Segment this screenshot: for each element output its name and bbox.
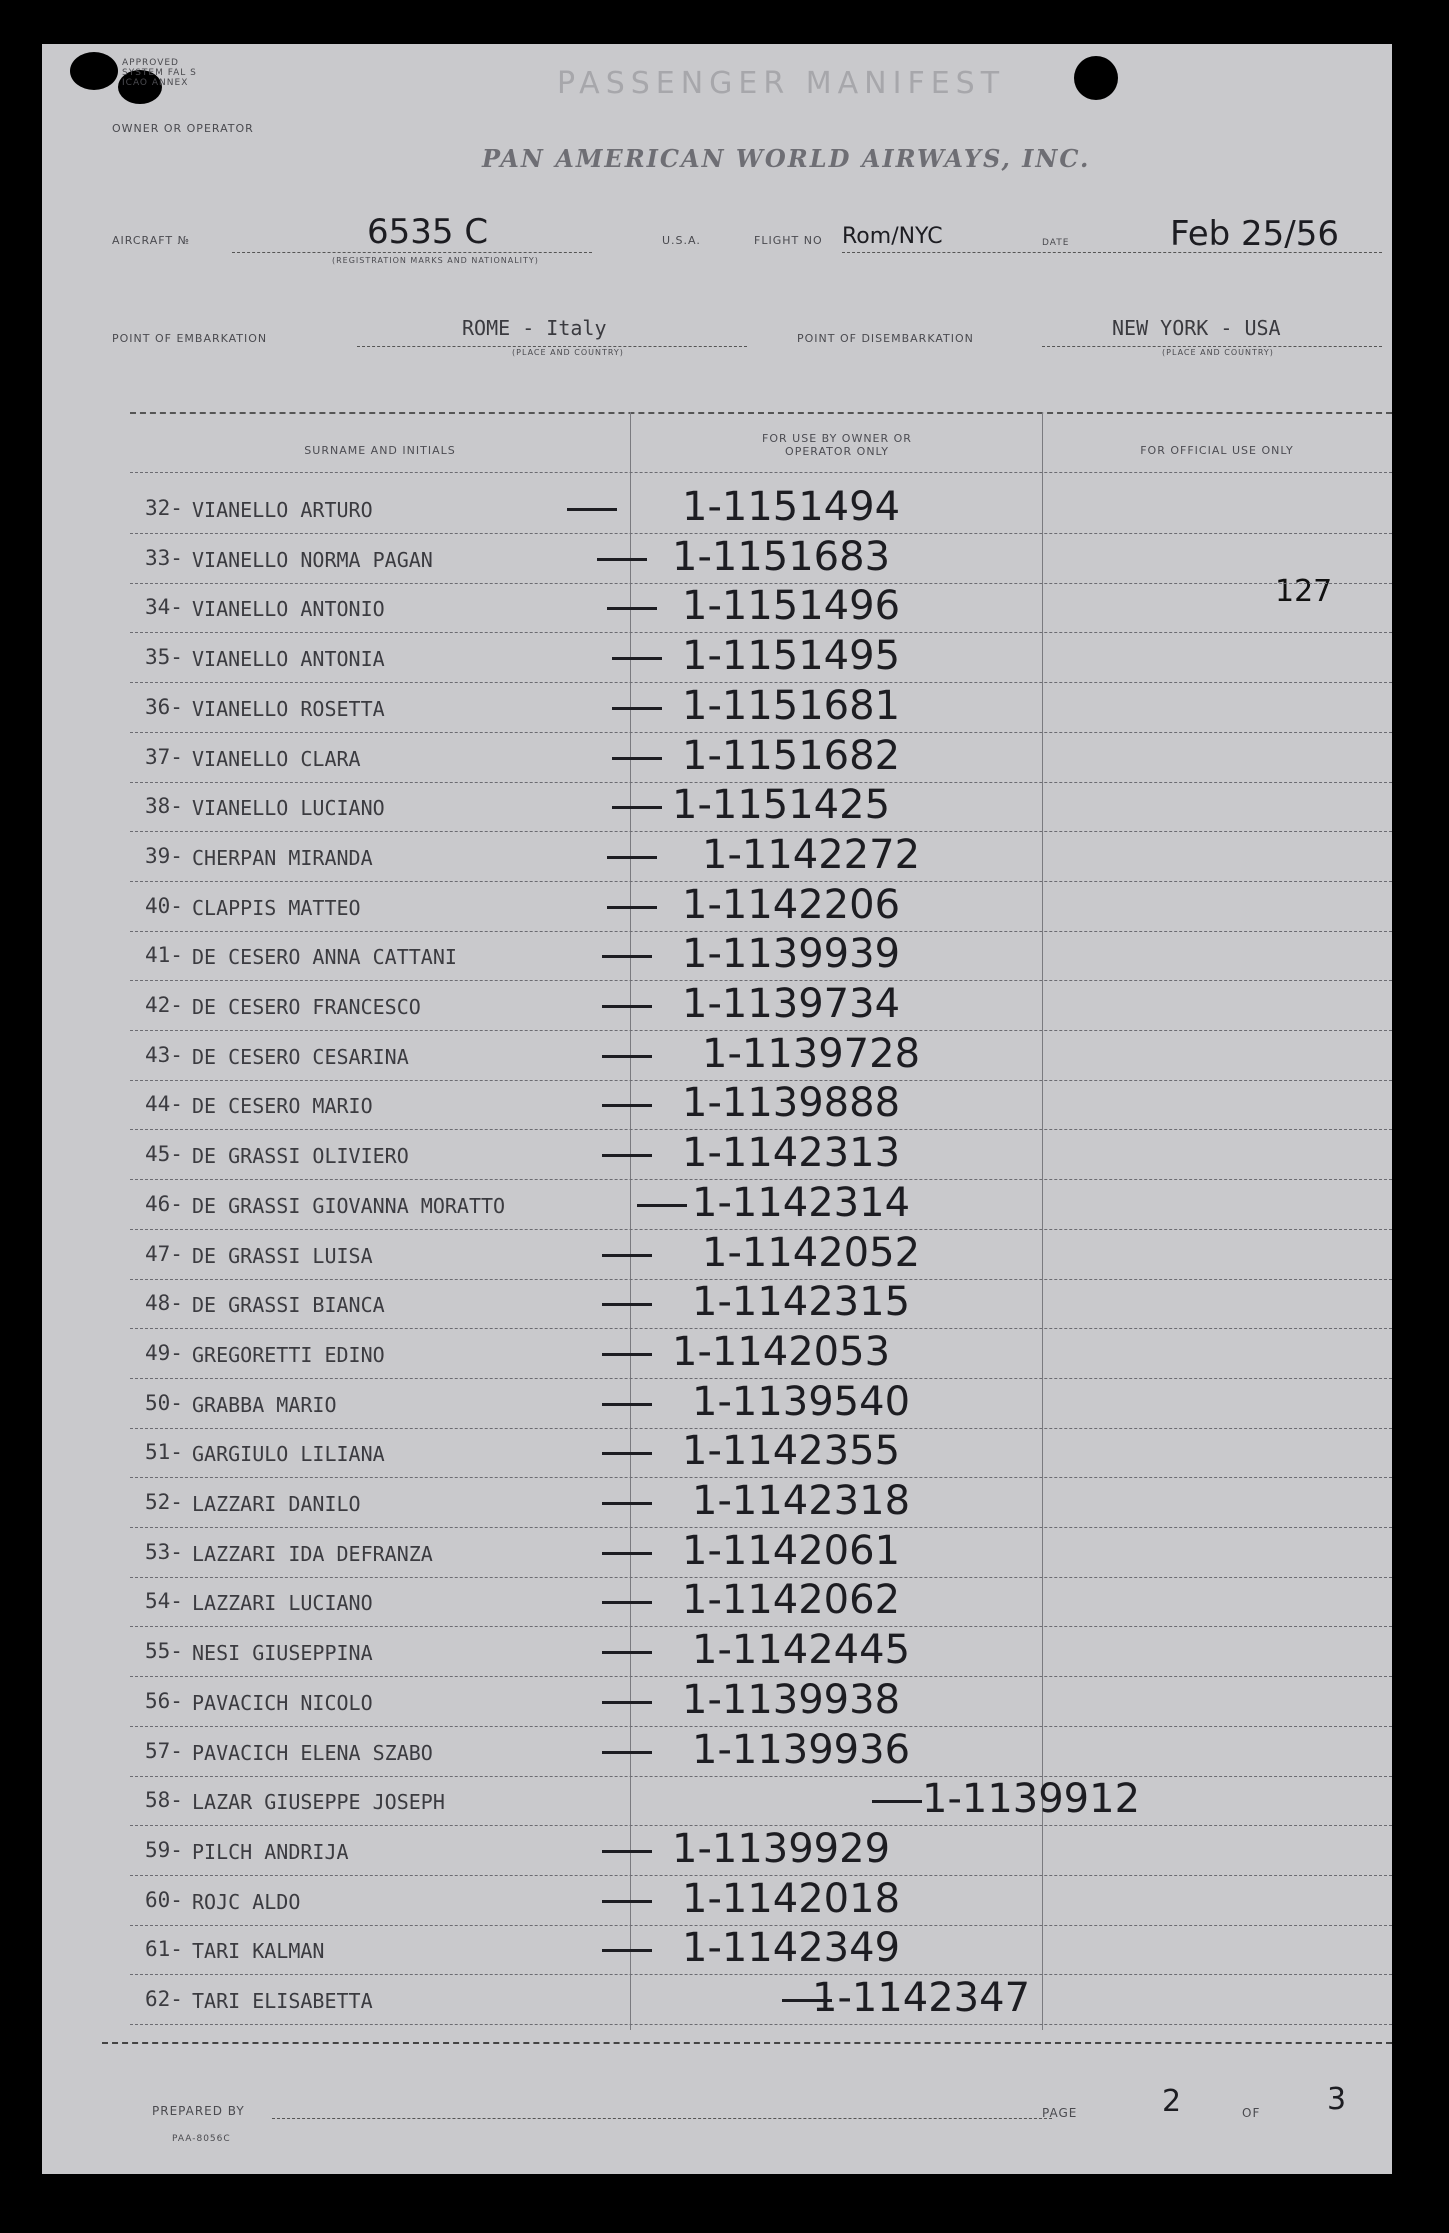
- ticket-number: 1-1151681: [682, 682, 901, 729]
- ticket-number: 1-1139888: [682, 1080, 901, 1127]
- disembarkation-value: NEW YORK - USA: [1112, 316, 1281, 340]
- ticket-number: 1-1139939: [682, 931, 901, 978]
- ticket-number: 1-1139912: [922, 1776, 1141, 1823]
- table-row: [42, 683, 1392, 733]
- passenger-name: PAVACICH NICOLO: [192, 1690, 373, 1715]
- passenger-name: DE GRASSI BIANCA: [192, 1293, 385, 1318]
- passenger-name: VIANELLO NORMA PAGAN: [192, 547, 433, 572]
- table-row: [42, 931, 1392, 981]
- table-row: [42, 1925, 1392, 1975]
- table-row: [42, 832, 1392, 882]
- of-value: 3: [1327, 2082, 1347, 2117]
- ticket-number: 1-1151495: [682, 633, 901, 680]
- embarkation-value: ROME - Italy: [462, 316, 607, 340]
- handwritten-dash: [597, 558, 647, 561]
- handwritten-dash: [612, 707, 662, 710]
- row-number: 32-: [145, 496, 183, 520]
- handwritten-dash: [602, 1502, 652, 1505]
- ticket-number: 1-1139734: [682, 981, 901, 1027]
- handwritten-dash: [602, 1005, 652, 1008]
- ticket-number: 1-1139728: [702, 1030, 921, 1077]
- table-row: [42, 1577, 1392, 1627]
- ticket-number: 1-1142315: [692, 1279, 911, 1326]
- ticket-number: 1-1142349: [682, 1925, 901, 1972]
- aircraft-value: 6535 C: [367, 212, 489, 252]
- manifest-sheet: [42, 44, 1392, 2174]
- aircraft-underline: [232, 252, 592, 253]
- row-number: 35-: [145, 645, 183, 670]
- ticket-number: 1-1142314: [692, 1179, 911, 1226]
- row-number: 39-: [145, 843, 183, 868]
- passenger-name: PAVACICH ELENA SZABO: [192, 1740, 433, 1765]
- owner-label: OWNER OR OPERATOR: [112, 122, 254, 135]
- table-row: [42, 633, 1392, 683]
- passenger-name: VIANELLO LUCIANO: [192, 796, 385, 821]
- row-number: 38-: [145, 794, 183, 819]
- row-number: 57-: [145, 1738, 183, 1763]
- disembarkation-label: POINT OF DISEMBARKATION: [797, 332, 974, 345]
- row-number: 59-: [145, 1837, 183, 1862]
- punch-hole-right: [1074, 56, 1118, 100]
- table-row: [42, 1677, 1392, 1727]
- row-number: 37-: [145, 744, 183, 769]
- ticket-number: 1-1142053: [672, 1328, 891, 1375]
- row-number: 54-: [145, 1589, 183, 1614]
- table-row: [42, 1379, 1392, 1429]
- row-number: 62-: [145, 1987, 183, 2011]
- table-row: [42, 981, 1392, 1031]
- usa-label: U.S.A.: [662, 234, 701, 247]
- handwritten-dash: [602, 1900, 652, 1903]
- row-number: 60-: [145, 1887, 183, 1912]
- table-row: [42, 1478, 1392, 1528]
- passenger-name: VIANELLO CLARA: [192, 746, 361, 771]
- passenger-name: GRABBA MARIO: [192, 1392, 337, 1417]
- ticket-number: 1-1142052: [702, 1229, 921, 1276]
- passenger-name: ROJC ALDO: [192, 1889, 301, 1914]
- table-row: [42, 1329, 1392, 1379]
- passenger-name: VIANELLO ANTONIO: [192, 597, 385, 622]
- ticket-number: 1-1151496: [682, 583, 901, 630]
- passenger-name: LAZZARI IDA DEFRANZA: [192, 1541, 433, 1566]
- form-number: PAA-8056C: [172, 2134, 231, 2144]
- registration-caption: (REGISTRATION MARKS AND NATIONALITY): [332, 256, 539, 265]
- prepared-by-label: PREPARED BY: [152, 2104, 245, 2118]
- ticket-number: 1-1139938: [682, 1676, 901, 1723]
- ticket-number: 1-1139936: [692, 1726, 911, 1773]
- table-row: [42, 1230, 1392, 1280]
- table-row: [42, 1279, 1392, 1329]
- document-title: PASSENGER MANIFEST: [557, 66, 1006, 101]
- approval-stamp: APPROVED SYSTEM FAL S ICAO ANNEX: [122, 58, 197, 88]
- handwritten-dash: [602, 1651, 652, 1654]
- passenger-name: DE CESERO MARIO: [192, 1094, 373, 1119]
- handwritten-dash: [607, 856, 657, 859]
- handwritten-dash: [602, 1701, 652, 1704]
- row-number: 49-: [145, 1340, 183, 1365]
- table-row: [42, 1876, 1392, 1926]
- row-number: 56-: [145, 1688, 183, 1713]
- date-value: Feb 25/56: [1170, 214, 1339, 254]
- punch-hole-left: [70, 52, 118, 90]
- row-number: 52-: [145, 1490, 183, 1514]
- ticket-number: 1-1142018: [682, 1875, 901, 1922]
- table-row: [42, 1180, 1392, 1230]
- ticket-number: 1-1139929: [672, 1825, 891, 1872]
- ticket-number: 1-1142061: [682, 1527, 901, 1574]
- handwritten-dash: [602, 1254, 652, 1257]
- of-label: OF: [1242, 2106, 1261, 2120]
- passenger-name: LAZZARI DANILO: [192, 1492, 361, 1516]
- passenger-name: CHERPAN MIRANDA: [192, 845, 373, 870]
- handwritten-dash: [602, 1452, 652, 1455]
- flight-label: FLIGHT NO: [754, 234, 823, 247]
- table-row: [42, 1727, 1392, 1777]
- row-number: 43-: [145, 1042, 183, 1067]
- ticket-number: 1-1142445: [692, 1627, 911, 1674]
- handwritten-dash: [602, 1353, 652, 1356]
- table-row: [42, 583, 1392, 633]
- row-number: 47-: [145, 1241, 183, 1266]
- embarkation-label: POINT OF EMBARKATION: [112, 332, 268, 345]
- table-row: [42, 1776, 1392, 1826]
- passenger-name: CLAPPIS MATTEO: [192, 895, 361, 920]
- passenger-name: VIANELLO ARTURO: [192, 498, 373, 522]
- row-number: 61-: [145, 1937, 183, 1962]
- row-number: 46-: [145, 1191, 183, 1216]
- handwritten-dash: [612, 657, 662, 660]
- row-number: 42-: [145, 993, 183, 1017]
- prepared-by-underline: [272, 2118, 1052, 2119]
- passenger-name: LAZZARI LUCIANO: [192, 1591, 373, 1616]
- passenger-name: VIANELLO ROSETTA: [192, 696, 385, 721]
- handwritten-dash: [602, 1055, 652, 1058]
- row-number: 36-: [145, 694, 183, 719]
- ticket-number: 1-1151683: [672, 533, 891, 580]
- embarkation-caption: (PLACE AND COUNTRY): [512, 348, 624, 357]
- passenger-name: DE CESERO ANNA CATTANI: [192, 945, 457, 970]
- flight-value: Rom/NYC: [842, 224, 943, 249]
- table-row: [42, 1826, 1392, 1876]
- passenger-name: NESI GIUSEPPINA: [192, 1641, 373, 1666]
- handwritten-dash: [612, 757, 662, 760]
- table-row: [42, 882, 1392, 932]
- embarkation-underline: [357, 346, 747, 347]
- passenger-name: DE CESERO CESARINA: [192, 1044, 409, 1069]
- row-number: 34-: [145, 595, 183, 620]
- ticket-number: 1-1142313: [682, 1130, 901, 1177]
- handwritten-dash: [612, 806, 662, 809]
- page-value: 2: [1162, 2084, 1182, 2119]
- handwritten-dash: [602, 1552, 652, 1555]
- official-note: 127: [1275, 574, 1333, 609]
- handwritten-dash: [602, 1601, 652, 1604]
- table-row: [42, 1428, 1392, 1478]
- passenger-name: DE GRASSI OLIVIERO: [192, 1144, 409, 1169]
- airline-name: PAN AMERICAN WORLD AIRWAYS, INC.: [482, 144, 1091, 173]
- row-number: 58-: [145, 1788, 183, 1813]
- row-number: 44-: [145, 1092, 183, 1117]
- passenger-name: DE GRASSI GIOVANNA MORATTO: [192, 1193, 506, 1218]
- passenger-name: VIANELLO ANTONIA: [192, 647, 385, 672]
- row-rule: [130, 2024, 1392, 2025]
- ticket-number: 1-1151425: [672, 782, 891, 829]
- handwritten-dash: [602, 1403, 652, 1406]
- ticket-number: 1-1142206: [682, 881, 901, 928]
- table-row: [42, 782, 1392, 832]
- table-row: [42, 733, 1392, 783]
- row-number: 33-: [145, 545, 183, 570]
- row-number: 50-: [145, 1390, 183, 1415]
- ticket-number: 1-1142272: [702, 831, 921, 878]
- ticket-number: 1-1142355: [682, 1428, 901, 1475]
- handwritten-dash: [602, 1303, 652, 1306]
- column-header-owner: FOR USE BY OWNER OR OPERATOR ONLY: [762, 432, 912, 458]
- table-row: [42, 1975, 1392, 2025]
- handwritten-dash: [602, 1154, 652, 1157]
- table-top-rule: [130, 412, 1392, 414]
- table-bottom-rule: [102, 2042, 1392, 2044]
- handwritten-dash: [602, 955, 652, 958]
- ticket-number: 1-1142347: [812, 1975, 1031, 2021]
- table-row: [42, 484, 1392, 534]
- ticket-number: 1-1151682: [682, 732, 901, 779]
- passenger-name: DE CESERO FRANCESCO: [192, 995, 421, 1019]
- ticket-number: 1-1151494: [682, 484, 901, 530]
- passenger-name: DE GRASSI LUISA: [192, 1243, 373, 1268]
- handwritten-dash: [602, 1949, 652, 1952]
- row-number: 41-: [145, 943, 183, 968]
- table-row: [42, 534, 1392, 584]
- handwritten-dash: [607, 906, 657, 909]
- ticket-number: 1-1139540: [692, 1378, 911, 1425]
- disembarkation-caption: (PLACE AND COUNTRY): [1162, 348, 1274, 357]
- handwritten-dash: [602, 1104, 652, 1107]
- passenger-name: TARI KALMAN: [192, 1939, 325, 1964]
- header-bottom-rule: [130, 472, 1392, 473]
- table-row: [42, 1080, 1392, 1130]
- passenger-name: TARI ELISABETTA: [192, 1989, 373, 2013]
- row-number: 48-: [145, 1291, 183, 1316]
- row-number: 51-: [145, 1440, 183, 1465]
- page-label: PAGE: [1042, 2106, 1078, 2120]
- passenger-name: PILCH ANDRIJA: [192, 1839, 349, 1864]
- column-header-official: FOR OFFICIAL USE ONLY: [1140, 444, 1294, 457]
- handwritten-dash: [607, 607, 657, 610]
- table-row: [42, 1130, 1392, 1180]
- column-header-name: SURNAME AND INITIALS: [304, 444, 456, 457]
- table-row: [42, 1031, 1392, 1081]
- passenger-name: GARGIULO LILIANA: [192, 1442, 385, 1467]
- passenger-name: GREGORETTI EDINO: [192, 1342, 385, 1367]
- date-label: DATE: [1042, 238, 1070, 248]
- aircraft-label: AIRCRAFT №: [112, 234, 191, 247]
- ticket-number: 1-1142318: [692, 1478, 911, 1524]
- handwritten-dash: [602, 1751, 652, 1754]
- handwritten-dash: [602, 1850, 652, 1853]
- row-number: 53-: [145, 1539, 183, 1564]
- table-row: [42, 1528, 1392, 1578]
- table-row: [42, 1627, 1392, 1677]
- passenger-name: LAZAR GIUSEPPE JOSEPH: [192, 1790, 445, 1815]
- row-number: 55-: [145, 1639, 183, 1664]
- handwritten-dash: [872, 1800, 922, 1803]
- ticket-number: 1-1142062: [682, 1577, 901, 1624]
- handwritten-dash: [567, 508, 617, 511]
- disembarkation-underline: [1042, 346, 1382, 347]
- handwritten-dash: [637, 1204, 687, 1207]
- row-number: 45-: [145, 1142, 183, 1167]
- row-number: 40-: [145, 893, 183, 918]
